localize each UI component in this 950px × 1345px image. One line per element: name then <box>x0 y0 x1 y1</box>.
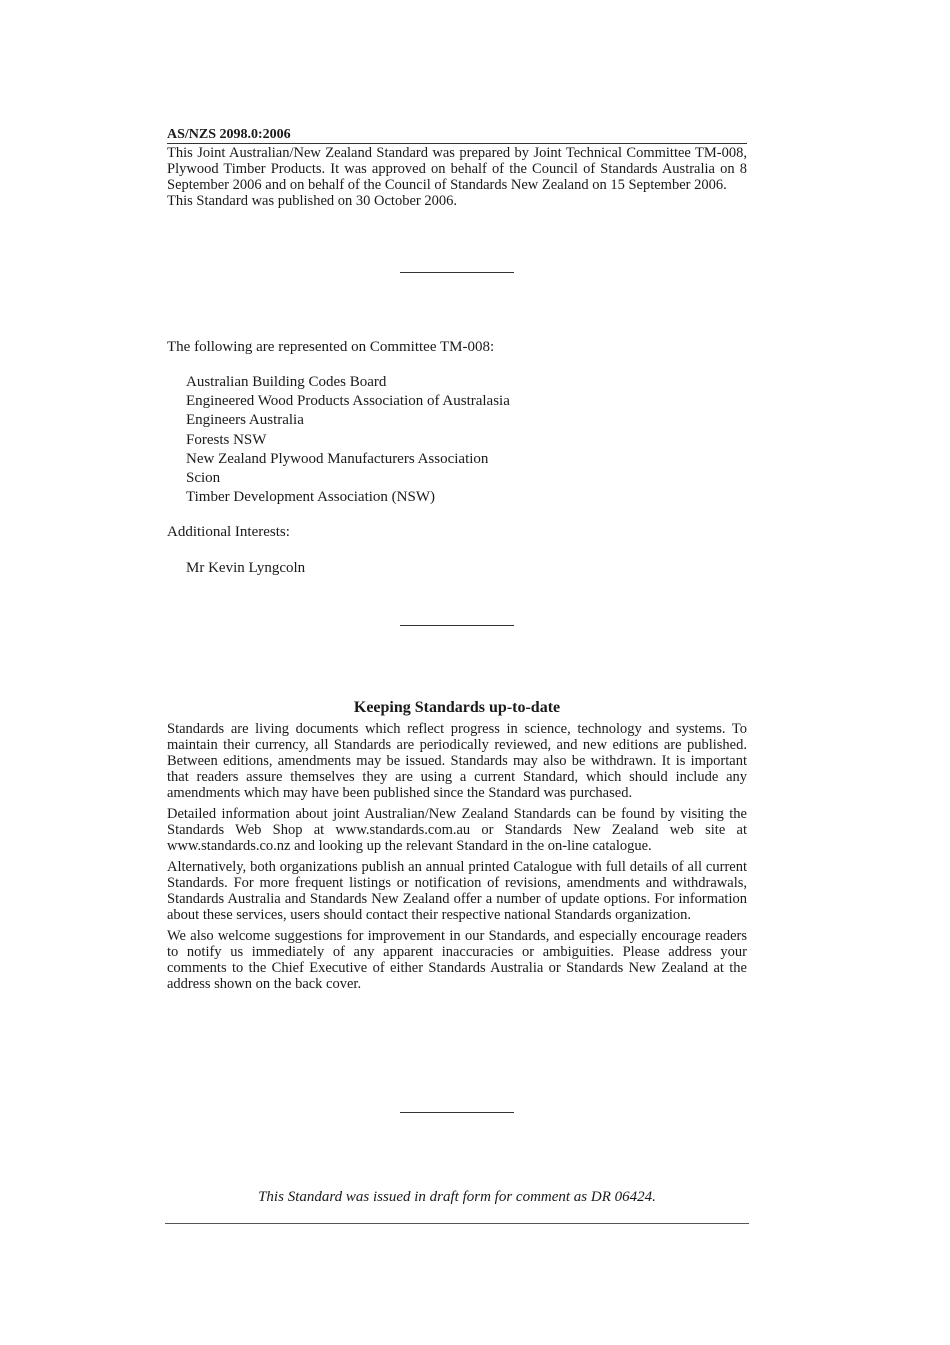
header-divider <box>167 143 747 144</box>
additional-member: Mr Kevin Lyngcoln <box>186 560 306 576</box>
additional-interests-list <box>186 559 305 578</box>
section-divider-2 <box>400 625 514 626</box>
publication-text: This Standard was published on 30 October 2006. <box>167 193 457 209</box>
keeping-paragraph: Standards are living documents which reflect progress in science, technology and systems. To maintain their currency, all Standards are periodically reviewed, and new editions are published. Between editions, amendments may be issued. Standards may also be withdrawn. It is important that readers assure themselves they are using a current Standard, which should include any amendments which may have been published since the Standard was purchased. <box>167 721 747 801</box>
committee-member-list <box>186 373 510 507</box>
preparation-text: This Joint Australian/New Zealand Standard was prepared by Joint Technical Committee TM-008, Plywood Timber Products. It was approved on behalf of the Council of Standards Australia on 8 September 2006 and on behalf of the Council of Standards New Zealand on 15 September 2006. <box>167 145 747 193</box>
preparation-block <box>167 145 747 209</box>
keeping-paragraph: Detailed information about joint Australian/New Zealand Standards can be found by visiting the Standards Web Shop at www.standards.com.au or Standards New Zealand web site at www.standards.co.nz and looking up the relevant Standard in the on-line catalogue. <box>167 806 747 854</box>
standard-code: AS/NZS 2098.0:2006 <box>167 127 291 142</box>
keeping-standards-title: Keeping Standards up-to-date <box>353 699 561 716</box>
draft-note: This Standard was issued in draft form for comment as DR 06424. <box>258 1189 656 1205</box>
committee-member: Scion <box>186 470 221 487</box>
committee-member: Australian Building Codes Board <box>186 374 387 390</box>
keeping-paragraph: We also welcome suggestions for improvement in our Standards, and especially encourage readers to notify us immediately of any apparent inaccuracies or ambiguities. Please address your comments to the Chief Executive of either Standards Australia or Standards New Zealand at the address shown on the back cover. <box>167 928 747 992</box>
keeping-paragraph: Alternatively, both organizations publish an annual printed Catalogue with full details of all current Standards. For more frequent listings or notification of revisions, amendments and withdrawals, Standards Australia and Standards New Zealand offer a number of update options. For information about these services, users should contact their respective national Standards organization. <box>167 859 747 923</box>
committee-member: New Zealand Plywood Manufacturers Association <box>186 450 489 467</box>
committee-member: Engineered Wood Products Association of Australasia <box>186 393 510 410</box>
keeping-standards-body <box>167 721 747 997</box>
committee-intro: The following are represented on Committee TM-008: <box>167 339 495 355</box>
committee-member: Timber Development Association (NSW) <box>186 489 436 506</box>
footer-divider <box>165 1223 749 1224</box>
section-divider-1 <box>400 272 514 273</box>
committee-member: Forests NSW <box>186 431 267 448</box>
section-divider-3 <box>400 1112 514 1113</box>
committee-member: Engineers Australia <box>186 412 304 429</box>
additional-interests-heading: Additional Interests: <box>167 524 290 540</box>
